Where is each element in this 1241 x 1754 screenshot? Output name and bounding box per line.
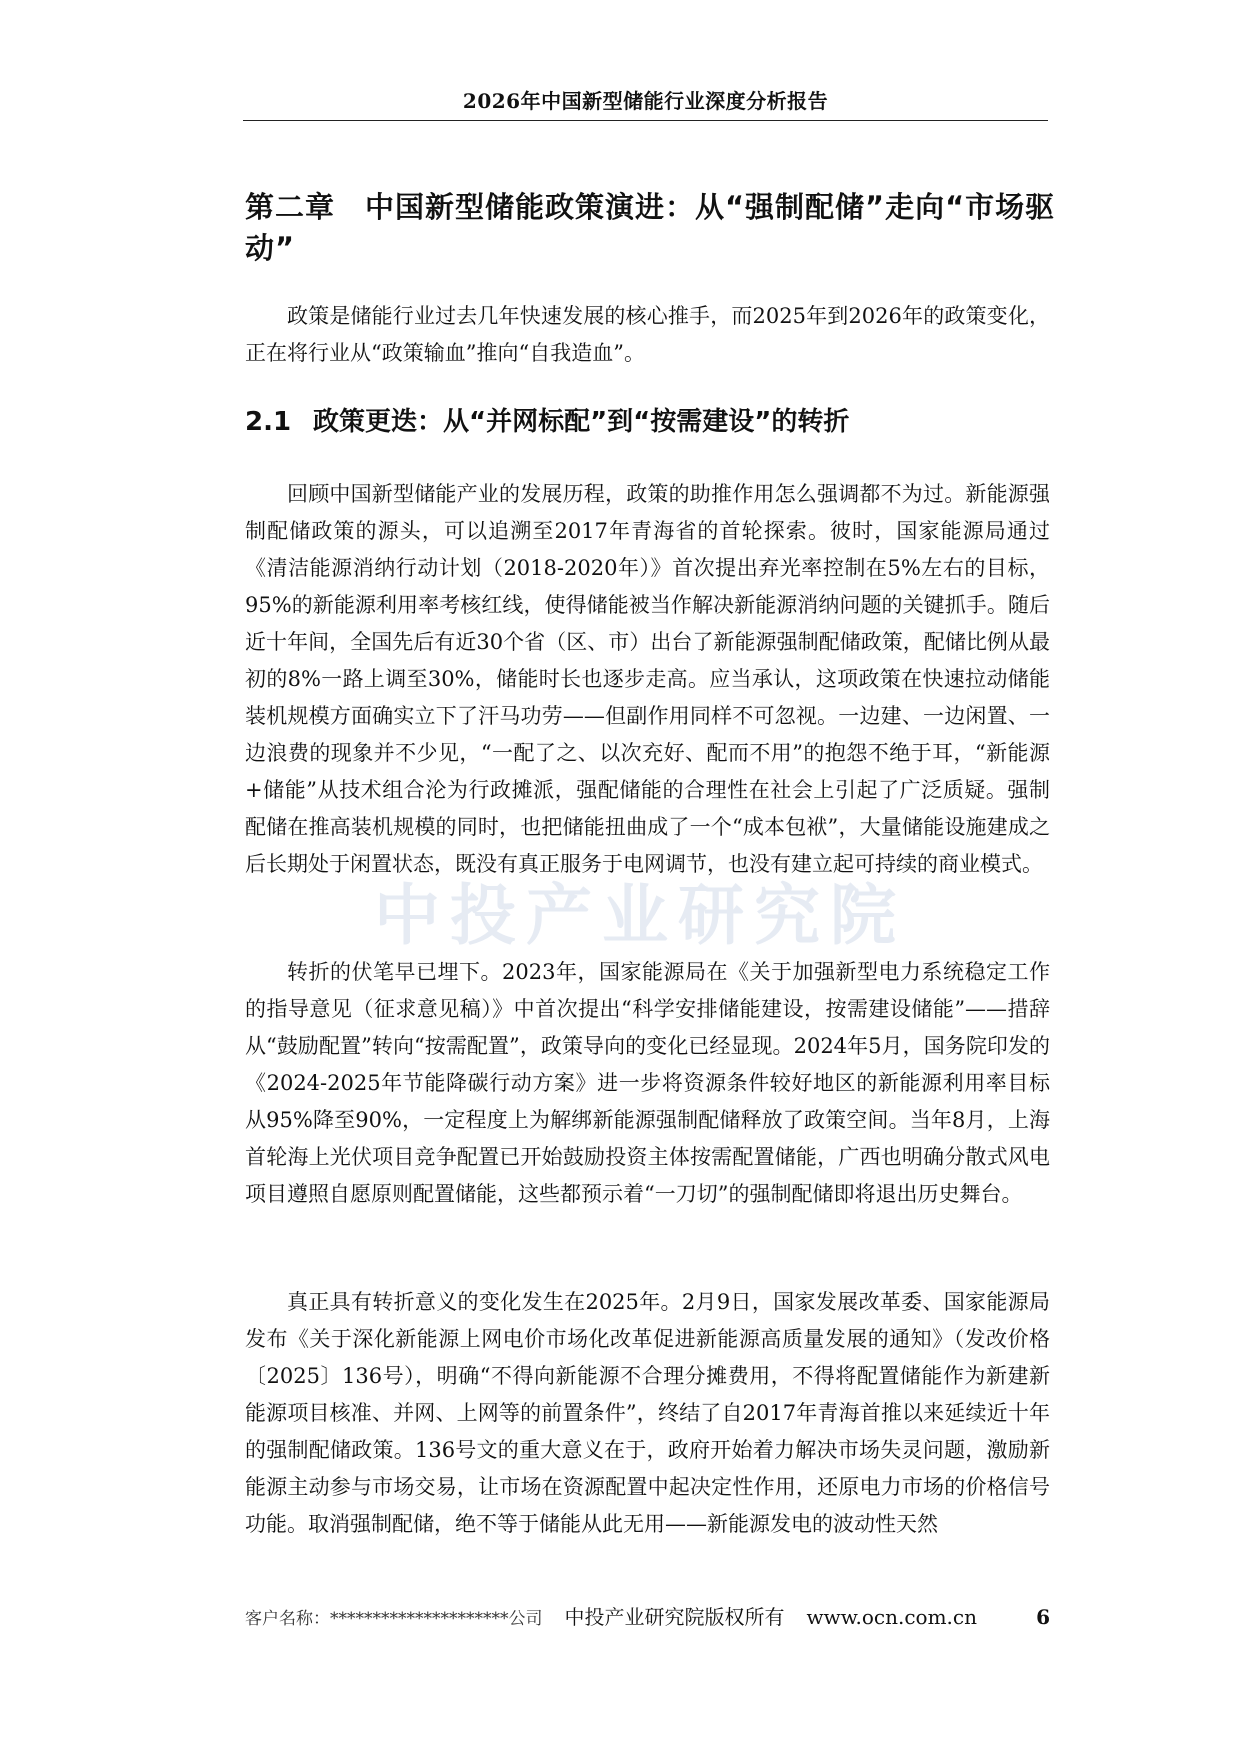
watermark: 中投产业研究院 xyxy=(374,877,906,954)
section-title: 政策更迭：从“并网标配”到“按需建设”的转折 xyxy=(313,407,850,437)
chapter-title: 第二章 中国新型储能政策演进：从“强制配储”走向“市场驱动” xyxy=(245,190,1056,265)
page-header xyxy=(243,86,1048,121)
page-number: 6 xyxy=(1036,1605,1050,1629)
report-title: 2026年中国新型储能行业深度分析报告 xyxy=(462,89,829,113)
body-paragraph: 真正具有转折意义的变化发生在2025年。2月9日，国家发展改革委、国家能源局发布《关于深化新能源上网电价市场化改革促进新能源高质量发展的通知》（发改价格〔2025〕136号），明确“不得向新能源不合理分摊费用，不得将配置储能作为新建新能源项目核准、并网、上网等的前置条件”，终结了自2017年青海首推以来延续近十年的强制配储政策。136号文的重大意义在于，政府开始着力解决市场失灵问题，激励新能源主动参与市场交易，让市场在资源配置中起决定性作用，还原电力市场的价格信号功能。取消强制配储，绝不等于储能从此无用——新能源发电的波动性天然 xyxy=(245,1290,1050,1536)
section-number: 2.1 xyxy=(245,407,292,437)
section-heading xyxy=(245,404,1065,440)
intro-paragraph: 政策是储能行业过去几年快速发展的核心推手，而2025年到2026年的政策变化，正在将行业从“政策输血”推向“自我造血”。 xyxy=(245,304,1050,365)
page-footer xyxy=(245,1602,1050,1632)
body-paragraph: 回顾中国新型储能产业的发展历程，政策的助推作用怎么强调都不为过。新能源强制配储政策的源头，可以追溯至2017年青海省的首轮探索。彼时，国家能源局通过《清洁能源消纳行动计划（2018-2020年）》首次提出弃光率控制在5%左右的目标，95%的新能源利用率考核红线，使得储能被当作解决新能源消纳问题的关键抓手。随后近十年间，全国先后有近30个省（区、市）出台了新能源强制配储政策，配储比例从最初的8%一路上调至30%，储能时长也逐步走高。应当承认，这项政策在快速拉动储能装机规模方面确实立下了汗马功劳——但副作用同样不可忽视。一边建、一边闲置、一边浪费的现象并不少见，“一配了之、以次充好、配而不用”的抱怨不绝于耳，“新能源+储能”从技术组合沦为行政摊派，强配储能的合理性在社会上引起了广泛质疑。强制配储在推高装机规模的同时，也把储能扭曲成了一个“成本包袱”，大量储能设施建成之后长期处于闲置状态，既没有真正服务于电网调节，也没有建立起可持续的商业模式。 xyxy=(245,482,1050,876)
website-link[interactable]: www.ocn.com.cn xyxy=(806,1605,977,1629)
body-paragraph: 转折的伏笔早已埋下。2023年，国家能源局在《关于加强新型电力系统稳定工作的指导意见（征求意见稿）》中首次提出“科学安排储能建设，按需建设储能”——措辞从“鼓励配置”转向“按需配置”，政策导向的变化已经显现。2024年5月，国务院印发的《2024-2025年节能降碳行动方案》进一步将资源条件较好地区的新能源利用率目标从95%降至90%，一定程度上为解绑新能源强制配储释放了政策空间。当年8月，上海首轮海上光伏项目竞争配置已开始鼓励投资主体按需配置储能，广西也明确分散式风电项目遵照自愿原则配置储能，这些都预示着“一刀切”的强制配储即将退出历史舞台。 xyxy=(245,960,1050,1206)
client-name: 客户名称：*********************公司 xyxy=(245,1609,543,1629)
copyright-notice: 中投产业研究院版权所有 xyxy=(564,1605,785,1629)
